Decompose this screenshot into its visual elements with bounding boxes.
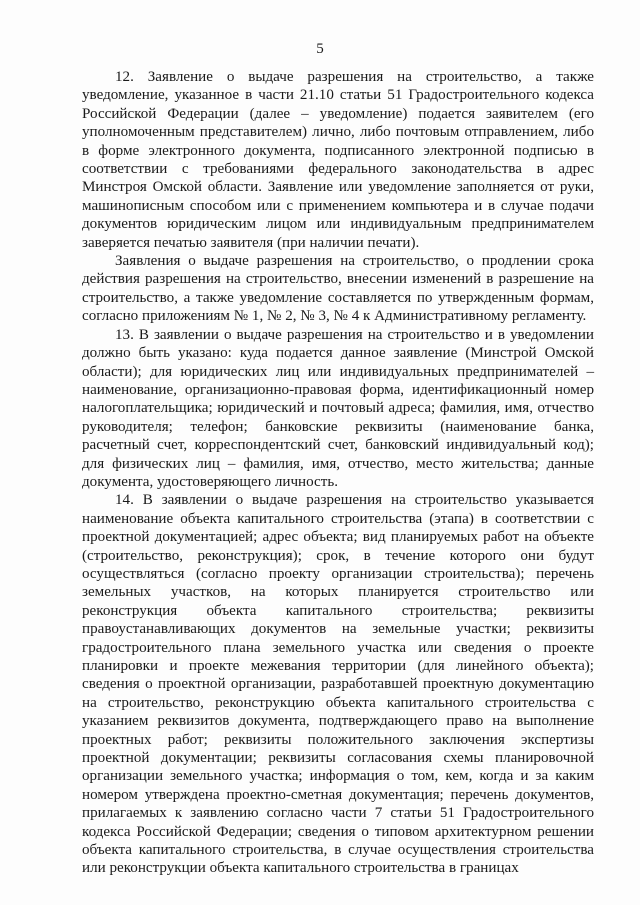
page-number: 5: [316, 41, 324, 57]
paragraph-application-forms: Заявления о выдаче разрешения на строительство, о продлении срока действия разрешения на строительство, внесении изменений в разрешение на строительство, а также уведомление составляется по утвержденным формам, согласно приложениям № 1, № 2, № 3, № 4 к Административному регламенту.: [82, 253, 594, 325]
document-body: [82, 68, 594, 878]
paragraph-14: 14. В заявлении о выдаче разрешения на строительство указывается наименование объекта капитального строительства (этапа) в соответствии с проектной документацией; адрес объекта; вид планируемых работ на объекте (строительство, реконструкция); срок, в течение которого они будут осуществляться (согласно проекту организации строительства); перечень земельных участков, на которых планируется строительство или реконструкция объекта капитального строительства; реквизиты правоустанавливающих документов на земельные участки; реквизиты градостроительного плана земельного участка или сведения о проекте планировки и проекте межевания территории (для линейного объекта); сведения о проектной организации, разработавшей проектную документацию на строительство, реконструкцию объекта капитального строительства с указанием реквизитов документа, подтверждающего право на выполнение проектных работ; реквизиты положительного заключения экспертизы проектной документации; реквизиты согласования схемы планировочной организации земельного участка; информация о том, кем, когда и за каким номером утверждена проектно-сметная документация; перечень документов, прилагаемых к заявлению согласно части 7 статьи 51 Градостроительного кодекса Российской Федерации; сведения о типовом архитектурном решении объекта капитального строительства, в случае осуществления строительства или реконструкции объекта капитального строительства в границах: [82, 492, 594, 877]
paragraph-13: 13. В заявлении о выдаче разрешения на строительство и в уведомлении должно быть указано: куда подается данное заявление (Минстрой Омской области); для юридических лиц или индивидуальных предпринимателей – наименование, организационно-правовая форма, идентификационный номер налогоплательщика; юридический и почтовый адреса; фамилия, имя, отчество руководителя; телефон; банковские реквизиты (наименование банка, расчетный счет, корреспондентский счет, банковский индивидуальный код); для физических лиц – фамилия, имя, отчество, место жительства; данные документа, удостоверяющего личность.: [82, 326, 594, 490]
paragraph-12: 12. Заявление о выдаче разрешения на строительство, а также уведомление, указанное в части 21.10 статьи 51 Градостроительного кодекса Российской Федерации (далее – уведомление) подается заявителем (его уполномоченным представителем) лично, либо почтовым отправлением, либо в форме электронного документа, подписанного электронной подписью в соответствии с требованиями федерального законодательства в адрес Минстроя Омской области. Заявление или уведомление заполняется от руки, машинописным способом или с применением компьютера и в случае подачи документов юридическим лицом или индивидуальным предпринимателем заверяется печатью заявителя (при наличии печати).: [82, 69, 594, 251]
